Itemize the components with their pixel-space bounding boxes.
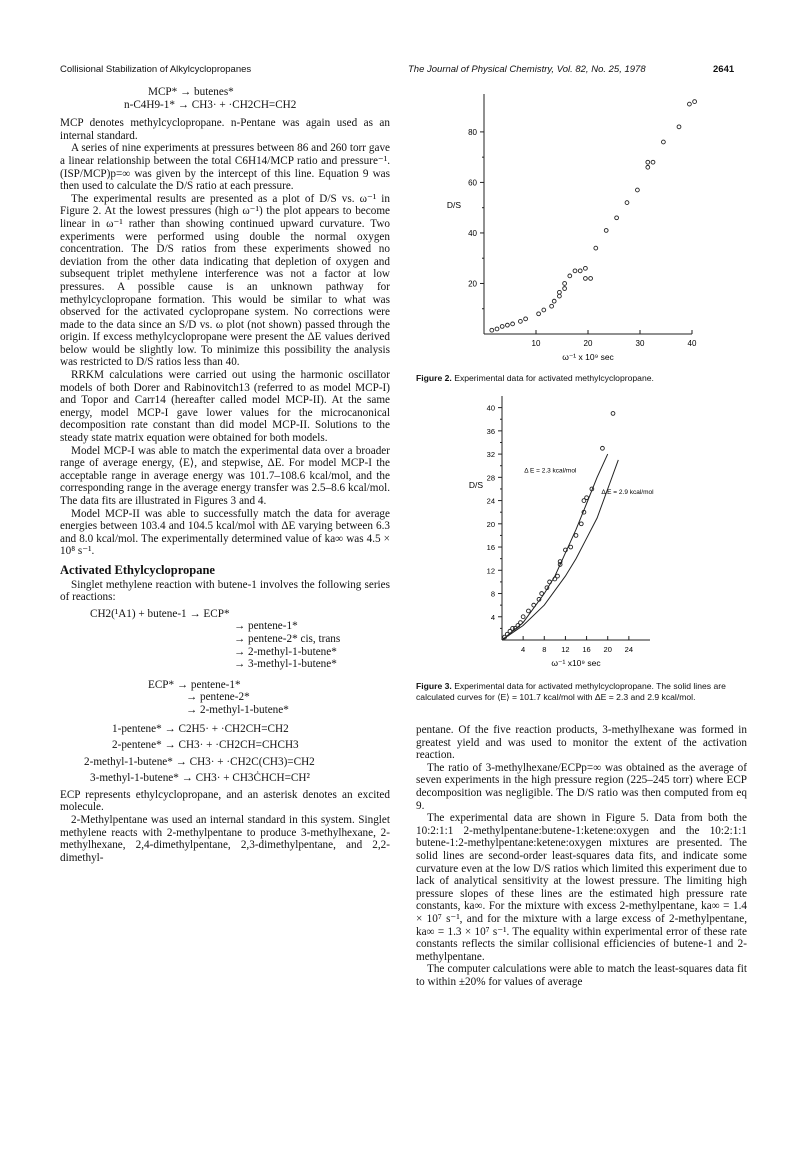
y-tick-label: 24 bbox=[486, 496, 495, 506]
figure-3-label: Figure 3. bbox=[416, 681, 452, 691]
data-point bbox=[578, 269, 582, 273]
data-point bbox=[537, 312, 541, 316]
x-tick-label: 16 bbox=[582, 645, 591, 654]
data-point bbox=[646, 165, 650, 169]
data-point bbox=[688, 102, 692, 106]
data-point bbox=[584, 277, 588, 281]
section-title: Activated Ethylcyclopropane bbox=[60, 562, 215, 577]
data-point bbox=[527, 609, 531, 613]
y-tick-label: 60 bbox=[468, 178, 477, 188]
reaction-line: → 3-methyl-1-butene* bbox=[234, 658, 337, 671]
right-column bbox=[416, 724, 747, 988]
data-point bbox=[589, 277, 593, 281]
data-point bbox=[568, 274, 572, 278]
y-tick-label: 32 bbox=[486, 450, 495, 460]
reaction-line: CH2(¹A1) + butene-1 → ECP* bbox=[90, 607, 230, 620]
x-tick-label: 24 bbox=[624, 645, 634, 654]
data-point bbox=[552, 299, 556, 303]
running-header-left: Collisional Stabilization of Alkylcyclopropanes bbox=[60, 64, 252, 75]
left-column bbox=[60, 86, 390, 864]
paragraph: The computer calculations were able to match the least-squares data fit to within ±20% for values of average bbox=[416, 963, 747, 988]
paragraph: 2-Methylpentane was used an internal standard in this system. Singlet methylene reacts with 2-methylpentane to produce 3-methylhexane, 2-methylhexane, 2,4-dimethylpentane, 2,3-dimethylpentane, and 2,2-dimethyl- bbox=[60, 814, 390, 864]
y-tick-label: 28 bbox=[486, 473, 495, 483]
y-tick-label: 8 bbox=[490, 589, 495, 599]
x-tick-label: 4 bbox=[521, 645, 526, 654]
data-point bbox=[601, 446, 605, 450]
data-point bbox=[579, 522, 583, 526]
reaction-line: ECP* → pentene-1* bbox=[148, 678, 241, 691]
reaction-line: → 2-methyl-1-butene* bbox=[234, 645, 337, 658]
data-point bbox=[677, 125, 681, 129]
paragraph: ECP represents ethylcyclopropane, and an asterisk denotes an excited molecule. bbox=[60, 788, 390, 814]
paragraph: Model MCP-II was able to successfully match the data for average energies between 103.4 and 104.5 kcal/mol with ΔE varying between 6.3 and 8.0 kcal/mol. The experimentally determined value of ka∞ was 4.5 × 10⁸ s⁻¹. bbox=[60, 507, 390, 558]
equation-line: MCP* → butenes* bbox=[148, 86, 234, 98]
reaction-line: → 2-methyl-1-butene* bbox=[186, 703, 289, 716]
data-point bbox=[625, 201, 629, 205]
figure-3-chart bbox=[440, 388, 700, 678]
x-axis-label: ω⁻¹ x10⁹ sec bbox=[551, 658, 601, 668]
equation-line: n-C4H9-1* → CH3· + ·CH2CH=CH2 bbox=[124, 98, 297, 111]
data-point bbox=[540, 592, 544, 596]
x-axis-label: ω⁻¹ x 10⁹ sec bbox=[562, 352, 614, 362]
data-point bbox=[585, 496, 589, 500]
figure-2-chart bbox=[440, 82, 730, 372]
data-point bbox=[594, 246, 598, 250]
data-point bbox=[550, 304, 554, 308]
data-point bbox=[532, 603, 536, 607]
figure-2-label: Figure 2. bbox=[416, 373, 452, 383]
y-tick-label: 36 bbox=[486, 426, 495, 436]
y-tick-label: 16 bbox=[486, 543, 495, 553]
paragraph: The experimental data are shown in Figure 5. Data from both the 10:2:1:1 2-methylpentane:butene-1:ketene:oxygen and the 10:2:1:1 butene-1:2-methylpentane:ketene:oxygen mixtures are presented. The solid lines are second-order least-squares data fits, and indicate some curvature even at the low D/S ratios which limited this experiment due to lack of analytical sensitivity at the lowest pressure. The limiting high pressure slopes of these lines are the estimated high pressure rate constants, ka∞. For the mixture with excess 2-methylpentane, ka∞ = 1.4 × 10⁷ s⁻¹, and for the mixture with a large excess of 2-methylpentane, ka∞ = 1.3 × 10⁷ s⁻¹. The equality within experimental error of these rate constants reflects the similar collisional efficiencies of butene-1 and 2-methylpentane. bbox=[416, 812, 747, 963]
data-point bbox=[636, 188, 640, 192]
curve-annotation: Δ E = 2.9 kcal/mol bbox=[601, 489, 654, 497]
reaction-line: → pentene-2* bbox=[186, 691, 250, 704]
data-point bbox=[519, 621, 523, 625]
reaction-line: 2-methyl-1-butene* → CH3· + ·CH2C(CH3)=CH2 bbox=[84, 755, 315, 768]
data-point bbox=[573, 269, 577, 273]
data-point bbox=[563, 287, 567, 291]
data-point bbox=[693, 100, 697, 104]
reaction-line: → pentene-1* bbox=[234, 620, 298, 633]
y-tick-label: 20 bbox=[486, 519, 495, 529]
x-tick-label: 40 bbox=[687, 339, 697, 348]
paragraph: Singlet methylene reaction with butene-1 involves the following series of reactions: bbox=[60, 578, 390, 604]
running-header-journal: The Journal of Physical Chemistry, Vol. 82, No. 25, 1978 bbox=[408, 64, 646, 75]
x-tick-label: 8 bbox=[542, 645, 547, 654]
data-point bbox=[495, 327, 499, 331]
data-point bbox=[646, 160, 650, 164]
data-point bbox=[524, 317, 528, 321]
data-point bbox=[519, 319, 523, 323]
reaction-line: → pentene-2* cis, trans bbox=[234, 632, 341, 645]
data-point bbox=[611, 412, 615, 416]
x-tick-label: 30 bbox=[635, 339, 645, 348]
y-tick-label: 20 bbox=[468, 279, 477, 289]
data-point bbox=[521, 615, 525, 619]
calculated-curve bbox=[502, 460, 618, 640]
paragraph: pentane. Of the five reaction products, 3-methylhexane was formed in greatest yield and was used to monitor the extent of the activation reaction. bbox=[416, 724, 747, 762]
paragraph: The experimental results are presented as a plot of D/S vs. ω⁻¹ in Figure 2. At the lowest pressures (high ω⁻¹) the plot appears to become linear in ω⁻¹ rather than showing continued upward curvature. Two experiments were performed using double the normal oxygen concentration. The D/S ratios from these experiments showed no deviation from the other data indicating that depletion of oxygen and subsequent triplet methylene interference was not a factor at low pressures. A possible cause is an unknown pathway for methylcyclopropane formation. This would be similar to what was observed for the activated cyclopropane system. No corrections were made to the data since an S/D vs. ω plot (not shown) passed through the origin. If excess methylcyclopropane were present the ΔE values derived below would be slightly low. To minimize this possibility the analysis was restricted to D/S ratios less than 40. bbox=[60, 192, 390, 369]
y-axis-label: D/S bbox=[446, 200, 462, 210]
data-point bbox=[558, 294, 562, 298]
paragraph: Model MCP-I was able to match the experimental data over a broader range of average energy, ⟨E⟩, and stepwise, ΔE. For model MCP-I the acceptable range in average energy was 101.7–108.6 kcal/mol, and the corresponding range in the average energy transfer was 2.5–8.6 kcal/mol. The data fits are illustrated in Figures 3 and 4. bbox=[60, 444, 390, 507]
data-point bbox=[615, 216, 619, 220]
reaction-line: 2-pentene* → CH3· + ·CH2CH=CHCH3 bbox=[112, 739, 299, 752]
paragraph: RRKM calculations were carried out using the harmonic oscillator models of both Dorer and Rabinovitch13 (referred to as model MCP-I) and Topor and Carr14 (hereafter called model MCP-II). At the same energy, model MCP-I gave lower values for the microcanonical decomposition rate constant than did model MCP-II. Solutions to the steady state matrix equation were obtained for both models. bbox=[60, 369, 390, 445]
page-number: 2641 bbox=[713, 64, 735, 75]
x-tick-label: 20 bbox=[603, 645, 612, 654]
y-tick-label: 12 bbox=[486, 566, 495, 576]
reaction-line: 3-methyl-1-butene* → CH3· + CH3ĊHCH=CH² bbox=[90, 772, 310, 785]
data-point bbox=[574, 534, 578, 538]
data-point bbox=[500, 325, 504, 329]
reaction-line: 1-pentene* → C2H5· + ·CH2CH=CH2 bbox=[112, 722, 289, 735]
x-tick-label: 20 bbox=[583, 339, 593, 348]
calculated-curve bbox=[502, 454, 608, 640]
data-point bbox=[651, 160, 655, 164]
y-tick-label: 40 bbox=[468, 228, 477, 238]
figure-3-caption bbox=[416, 681, 746, 702]
y-tick-label: 40 bbox=[486, 403, 495, 413]
y-tick-label: 4 bbox=[490, 612, 495, 622]
figure-3-caption-text: Experimental data for activated methylcyclopropane. The solid lines are calculated curves for ⟨E⟩ = 101.7 kcal/mol with ΔE = 2.3 and 2.9 kcal/mol. bbox=[416, 681, 726, 702]
data-point bbox=[558, 290, 562, 294]
y-tick-label: 80 bbox=[468, 127, 477, 137]
data-point bbox=[604, 229, 608, 233]
y-axis-label: D/S bbox=[468, 480, 484, 490]
data-point bbox=[511, 322, 515, 326]
data-point bbox=[490, 328, 494, 332]
x-tick-label: 12 bbox=[561, 645, 570, 654]
x-tick-label: 10 bbox=[531, 339, 541, 348]
data-point bbox=[563, 282, 567, 286]
figure-2-caption-text: Experimental data for activated methylcyclopropane. bbox=[454, 373, 654, 383]
figure-2-caption bbox=[416, 373, 746, 384]
paragraph: A series of nine experiments at pressures between 86 and 260 torr gave a linear relationship between the total C6H14/MCP ratio and pressure⁻¹. (ISP/MCP)p=∞ was given by the intercept of this line. Equation 9 was then used to calculate the D/S ratio at each pressure. bbox=[60, 142, 390, 193]
data-point bbox=[662, 140, 666, 144]
data-point bbox=[506, 323, 510, 327]
data-point bbox=[569, 545, 573, 549]
data-point bbox=[556, 574, 560, 578]
paragraph: The ratio of 3-methylhexane/ECPp=∞ was obtained as the average of seven experiments in the high pressure region (225–245 torr) where ECP decomposition was negligible. The D/S ratio was then computed from eq 9. bbox=[416, 761, 747, 812]
data-point bbox=[584, 266, 588, 270]
paragraph: MCP denotes methylcyclopropane. n-Pentane was again used as an internal standard. bbox=[60, 117, 390, 142]
curve-annotation: Δ E = 2.3 kcal/mol bbox=[524, 467, 577, 475]
data-point bbox=[542, 308, 546, 312]
